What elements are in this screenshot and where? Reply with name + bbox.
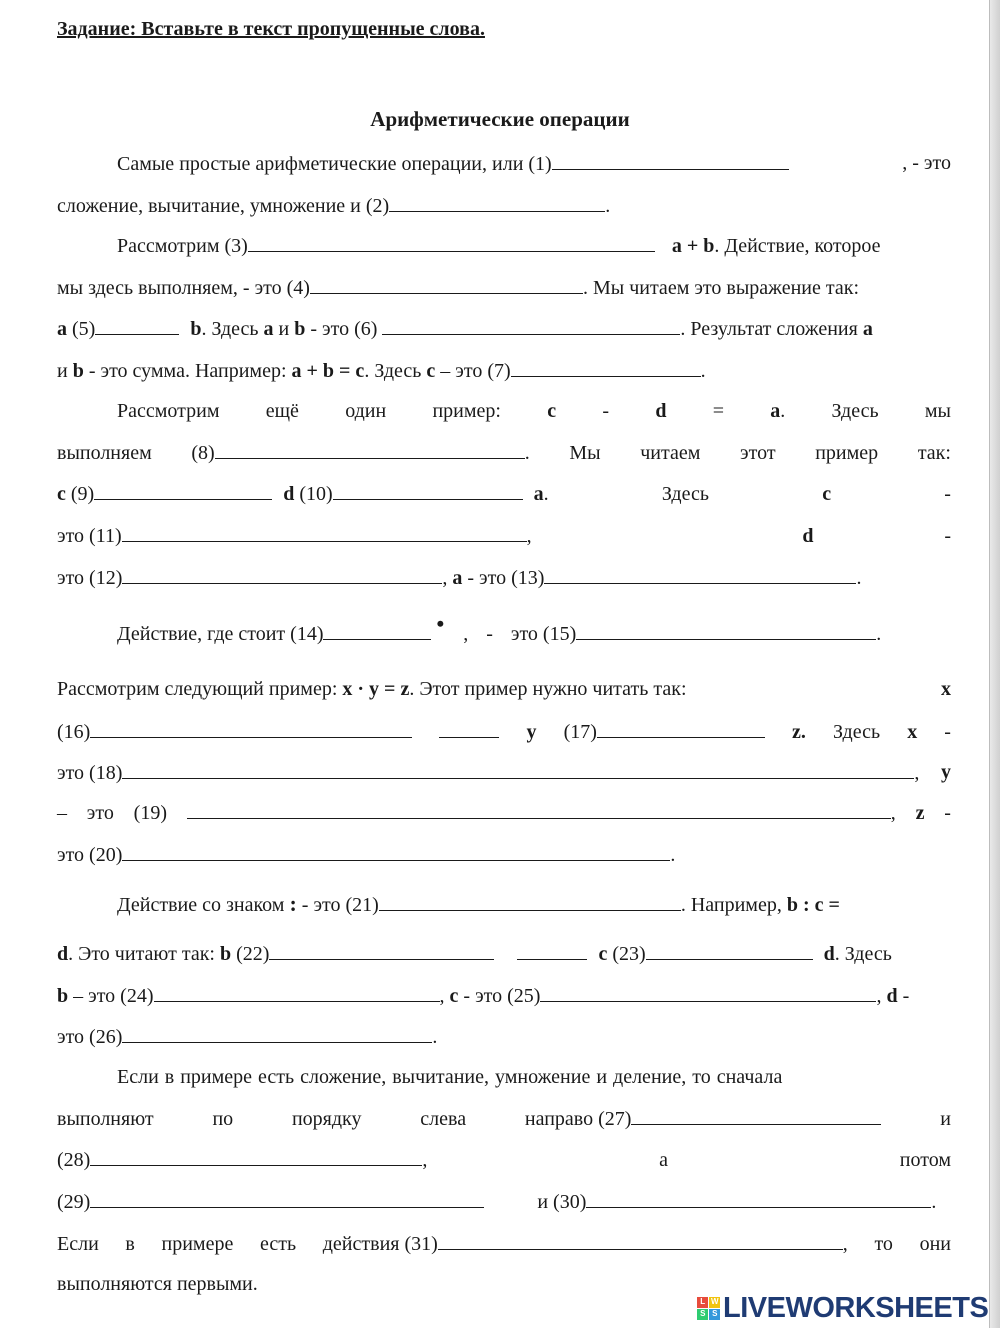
p3-line4: это (11) , d - — [57, 525, 951, 547]
blank-11[interactable] — [122, 523, 527, 542]
p1-line2: сложение, вычитание, умножение и (2) . — [57, 195, 611, 217]
blank-8[interactable] — [215, 440, 525, 459]
blank-31[interactable] — [438, 1231, 843, 1250]
blank-9[interactable] — [94, 481, 272, 500]
p6-line3: b – это (24) , c - это (25) , d - — [57, 985, 910, 1007]
p2-line2: мы здесь выполняем, - это (4) . Мы читаем это выражение так: — [57, 277, 860, 299]
blank-26[interactable] — [122, 1024, 432, 1043]
p3-line3: c (9) d (10) a. Здесь c - — [57, 483, 951, 505]
multiply-dot-symbol: • — [436, 611, 445, 636]
blank-19[interactable] — [187, 800, 891, 819]
blank-10[interactable] — [333, 481, 523, 500]
blank-16b[interactable] — [439, 719, 499, 738]
p7-line3: (28) , а потом — [57, 1149, 951, 1171]
blank-29[interactable] — [90, 1189, 484, 1208]
blank-25[interactable] — [540, 983, 876, 1002]
p3-line5: это (12) , a - это (13) . — [57, 567, 862, 589]
blank-28[interactable] — [90, 1147, 422, 1166]
blank-6[interactable] — [382, 316, 680, 335]
logo-mark-icon: L W S S — [697, 1297, 720, 1320]
blank-15[interactable] — [576, 621, 876, 640]
logo-text: LIVEWORKSHEETS — [723, 1291, 989, 1324]
p6-line4: это (26) . — [57, 1026, 438, 1048]
p7-line4: (29) и (30) . — [57, 1191, 937, 1213]
p7-line6: выполняются первыми. — [57, 1273, 258, 1295]
blank-2[interactable] — [389, 193, 605, 212]
p5-line2: (16) y (17) z. Здесь x - — [57, 721, 951, 743]
blank-7[interactable] — [511, 358, 701, 377]
blank-23[interactable] — [646, 941, 813, 960]
page-title: Арифметические операции — [370, 107, 630, 131]
p4-line1: Действие, где стоит (14) • , - это (15) . — [117, 611, 882, 645]
blank-1[interactable] — [552, 151, 789, 170]
blank-18[interactable] — [122, 760, 914, 779]
p3-line2: выполняем (8) . Мы читаем этот пример так: — [57, 442, 951, 464]
blank-30[interactable] — [586, 1189, 931, 1208]
blank-5[interactable] — [95, 316, 179, 335]
liveworksheets-logo — [697, 1291, 988, 1325]
p6-line2: d. Это читают так: b (22) c (23) d. Здесь — [57, 943, 892, 965]
p6-line1: Действие со знаком : - это (21) . Например, b : c = — [117, 891, 840, 916]
blank-17[interactable] — [597, 719, 765, 738]
blank-21[interactable] — [379, 892, 681, 911]
p2-line3: a (5) b. Здесь a и b - это (6) . Результат сложения a — [57, 318, 873, 340]
p5-line1: Рассмотрим следующий пример: x · y = z. Этот пример нужно читать так: x — [57, 678, 951, 700]
p7-line5: Если в примере есть действия (31) , то они — [57, 1233, 951, 1255]
task-heading: Задание: Вставьте в текст пропущенные слова. — [57, 18, 485, 40]
blank-12[interactable] — [122, 565, 442, 584]
p5-line5: это (20) . — [57, 844, 676, 866]
p5-line4: – это (19) , z - — [57, 802, 951, 824]
blank-13[interactable] — [544, 565, 856, 584]
blank-22a[interactable] — [269, 941, 494, 960]
blank-3[interactable] — [248, 233, 655, 252]
blank-20[interactable] — [122, 842, 670, 861]
p2-line1: Рассмотрим (3) a + b. Действие, которое — [117, 235, 881, 257]
p2-line4: и b - это сумма. Например: a + b = c. Здесь c – это (7) . — [57, 360, 706, 382]
p3-line1: Рассмотрим ещё один пример: c - d = a. Здесь мы — [117, 400, 951, 422]
blank-24[interactable] — [154, 983, 440, 1002]
blank-16a[interactable] — [90, 719, 412, 738]
blank-27[interactable] — [631, 1106, 881, 1125]
blank-14[interactable] — [323, 621, 431, 640]
p1-line1: Самые простые арифметические операции, или (1) , - это — [117, 152, 951, 175]
divide-colon-symbol: : — [289, 891, 297, 916]
blank-4[interactable] — [310, 275, 583, 294]
p7-line2: выполняют по порядку слева направо (27) и — [57, 1108, 951, 1130]
page-edge — [989, 0, 1000, 1328]
blank-22b[interactable] — [517, 941, 587, 960]
p7-line1: Если в примере есть сложение, вычитание, умножение и деление, то сначала — [117, 1066, 783, 1088]
p5-line3: это (18) , y — [57, 761, 951, 784]
